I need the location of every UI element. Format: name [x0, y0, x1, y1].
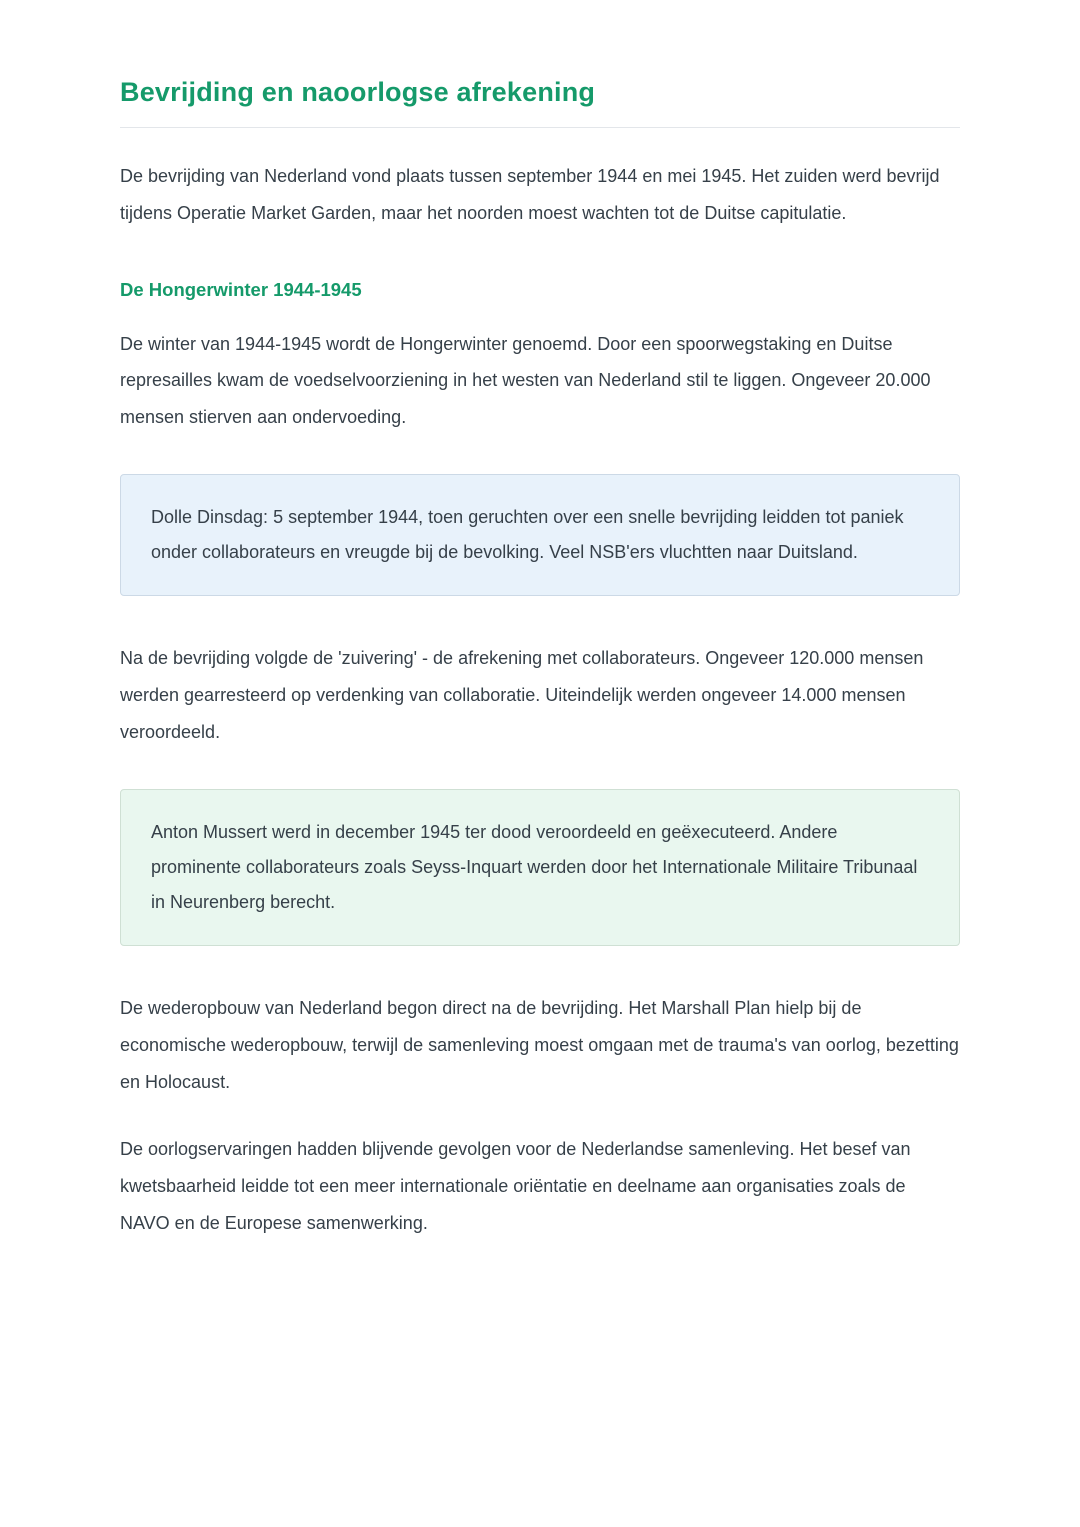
zuivering-paragraph: Na de bevrijding volgde de 'zuivering' - de afrekening met collaborateurs. Ongeveer 120.000 mensen werden gearresteerd op verdenking van collaboratie. Uiteindelijk werden ongeveer 14.000 mensen veroordeeld.	[120, 648, 924, 743]
section-heading-hongerwinter: De Hongerwinter 1944-1945	[120, 278, 362, 300]
intro-paragraph: De bevrijding van Nederland vond plaats tussen september 1944 en mei 1945. Het zuiden werd bevrijd tijdens Operatie Market Garden, maar het noorden moest wachten tot de Duitse capitulatie.	[120, 165, 940, 223]
page-title: Bevrijding en naoorlogse afrekening	[120, 77, 596, 107]
callout-text-mussert: Anton Mussert werd in december 1945 ter dood veroordeeld en geëxecuteerd. Andere prominente collaborateurs zoals Seyss-Inquart werden door het Internationale Militaire Tribunaal in Neurenberg berecht.	[151, 822, 918, 913]
title-divider	[120, 127, 960, 128]
callout-text-dolle-dinsdag: Dolle Dinsdag: 5 september 1944, toen geruchten over een snelle bevrijding leidden tot paniek onder collaborateurs en vreugde bij de bevolking. Veel NSB'ers vluchtten naar Duitsland.	[151, 507, 904, 563]
hongerwinter-paragraph: De winter van 1944-1945 wordt de Hongerwinter genoemd. Door een spoorwegstaking en Duitse represailles kwam de voedselvoorziening in het westen van Nederland stil te liggen. Ongeveer 20.000 mensen stierven aan ondervoeding.	[120, 333, 931, 428]
info-callout-mussert	[120, 789, 960, 946]
wederopbouw-paragraph: De wederopbouw van Nederland begon direct na de bevrijding. Het Marshall Plan hielp bij de economische wederopbouw, terwijl de samenleving moest omgaan met de trauma's van oorlog, bezetting en Holocaust.	[120, 998, 959, 1093]
closing-paragraph: De oorlogservaringen hadden blijvende gevolgen voor de Nederlandse samenleving. Het besef van kwetsbaarheid leidde tot een meer internationale oriëntatie en deelname aan organisaties zoals de NAVO en de Europese samenwerking.	[120, 1139, 911, 1233]
info-callout-dolle-dinsdag	[120, 474, 960, 596]
